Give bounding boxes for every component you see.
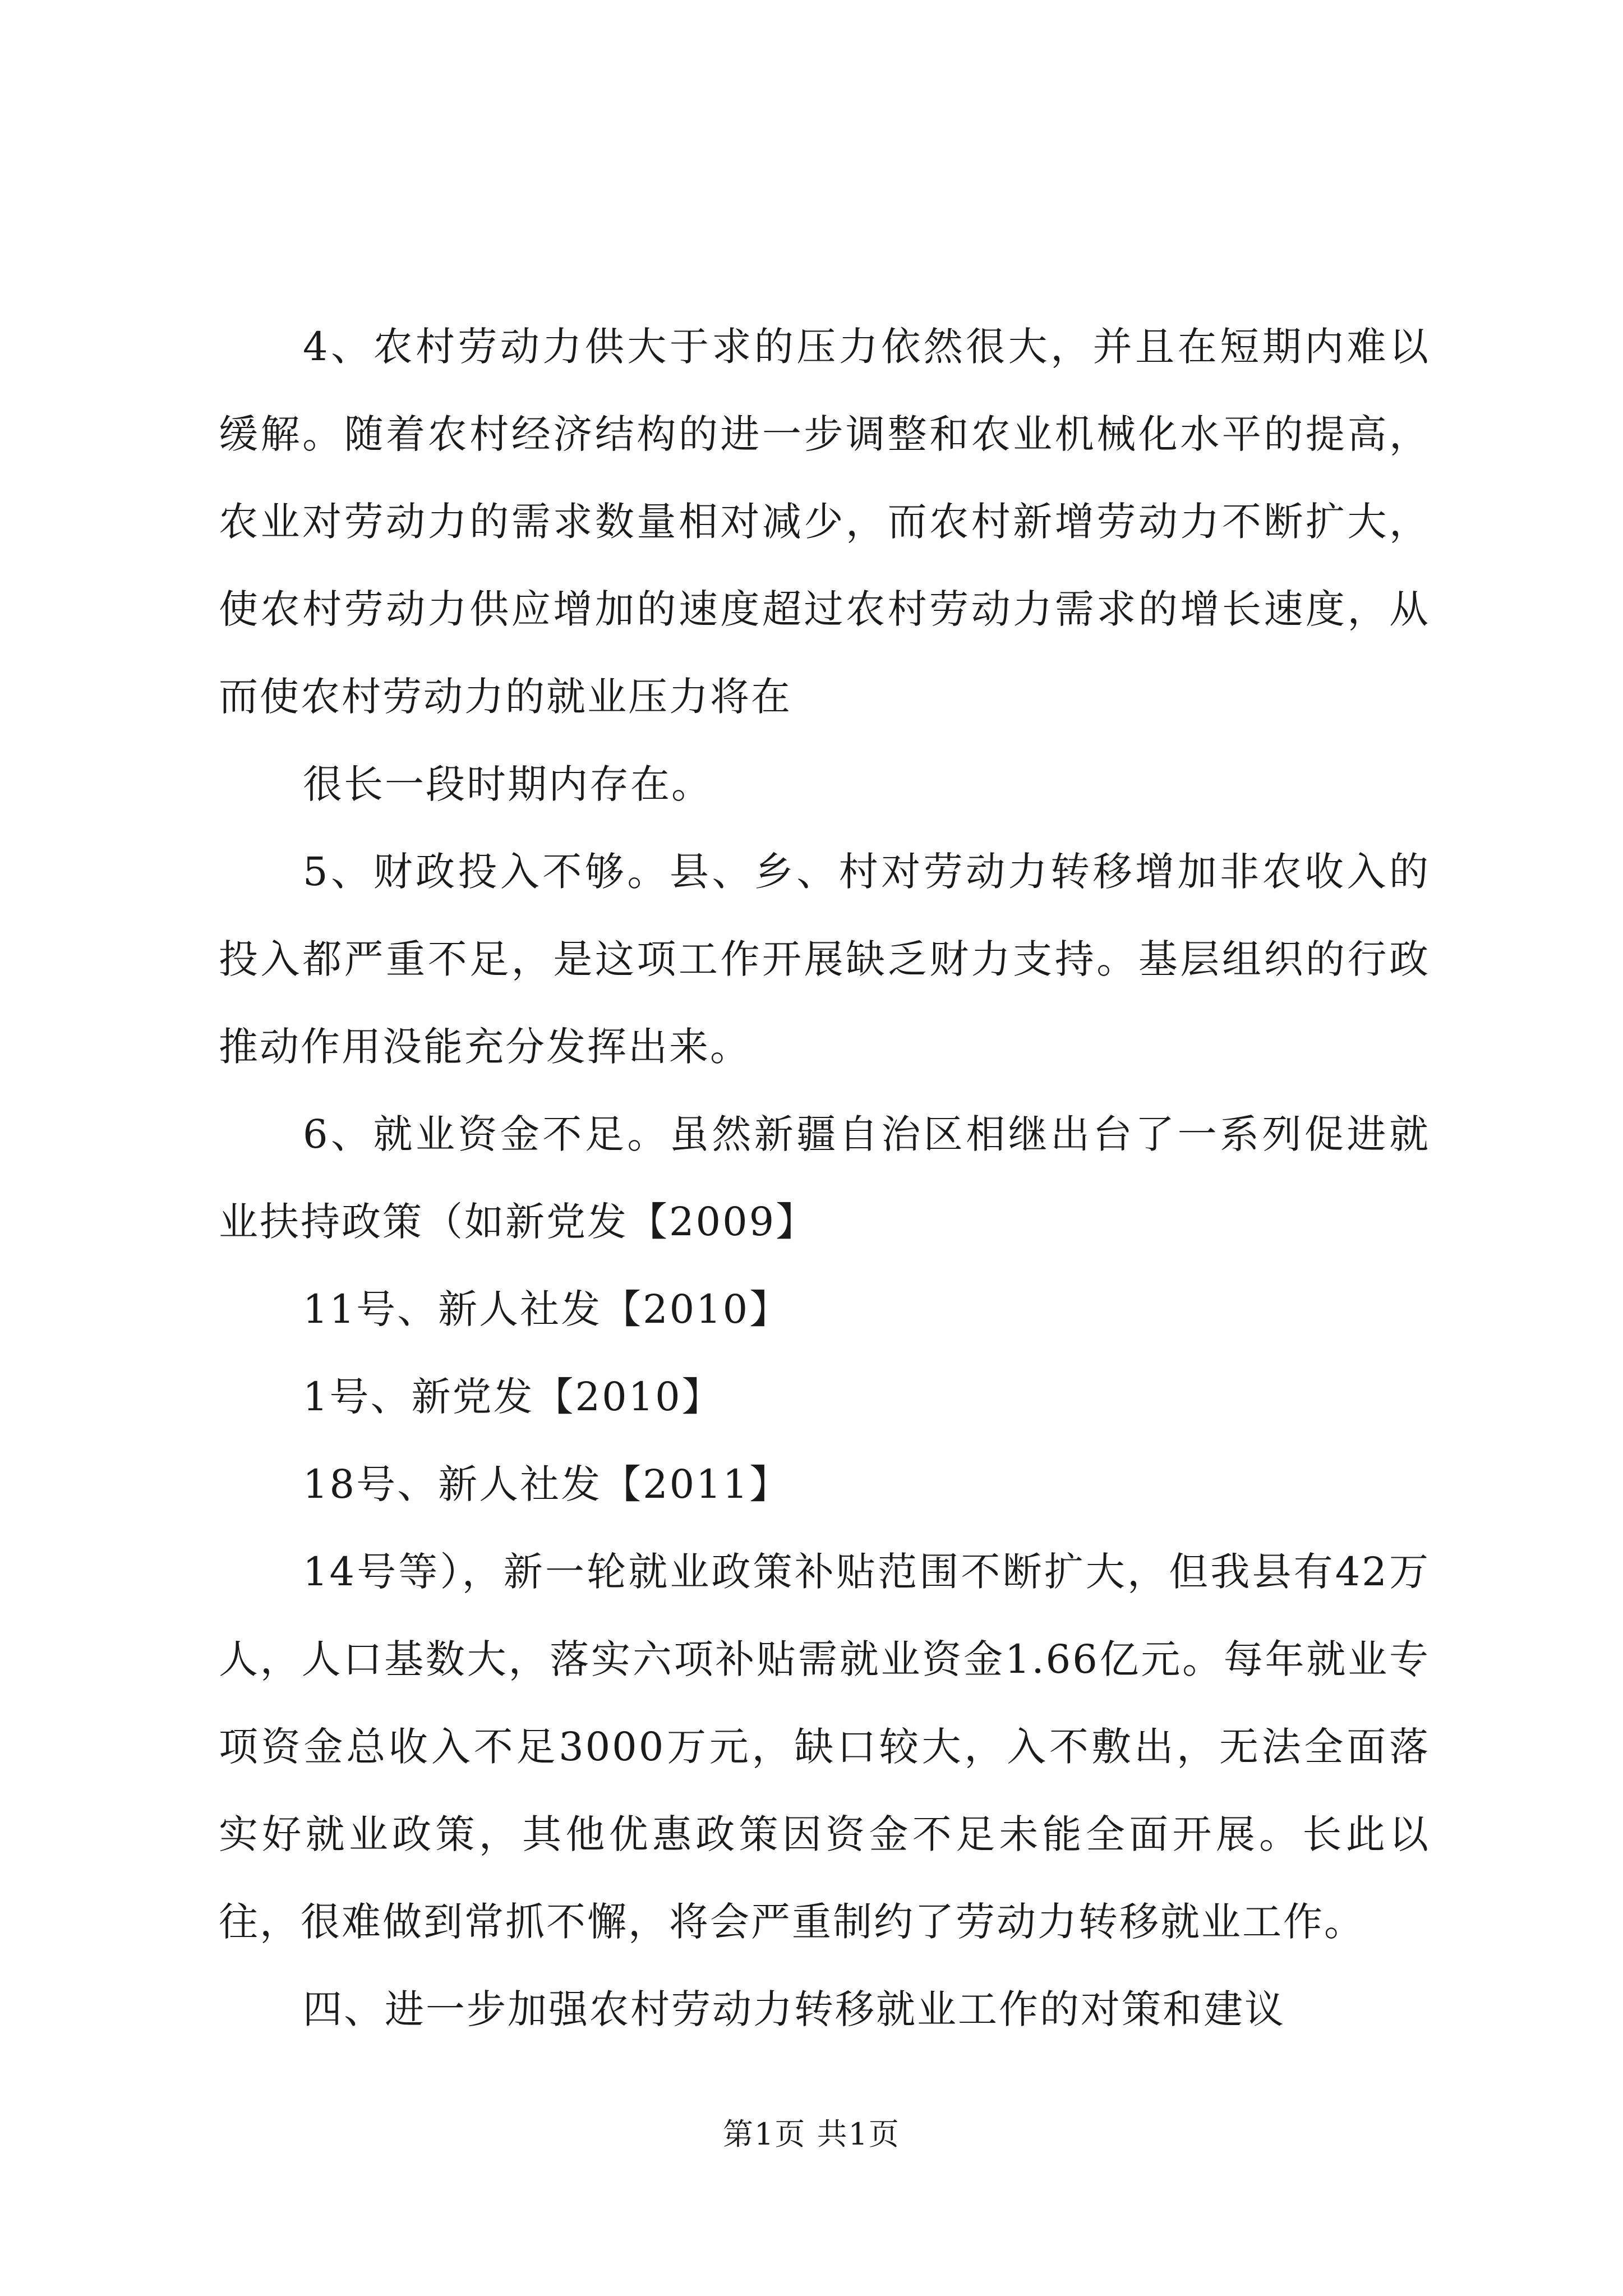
paragraph-item-6-employment-funds: 6、就业资金不足。虽然新疆自治区相继出台了一系列促进就业扶持政策（如新党发【2009】 <box>219 1111 1430 1245</box>
paragraph-doc-ref-18: 18号、新人社发【2011】 <box>303 1461 791 1507</box>
paragraph-doc-ref-1: 1号、新党发【2010】 <box>303 1374 723 1420</box>
page-footer <box>0 2115 1623 2154</box>
paragraph-item-5-fiscal-input: 5、财政投入不够。县、乡、村对劳动力转移增加非农收入的投入都严重不足，是这项工作开展缺乏财力支持。基层组织的行政推动作用没能充分发挥出来。 <box>219 849 1430 1070</box>
paragraph-doc-ref-11: 11号、新人社发【2010】 <box>303 1286 791 1332</box>
paragraph-item-4-labor-surplus: 4、农村劳动力供大于求的压力依然很大，并且在短期内难以缓解。随着农村经济结构的进一步调整和农业机械化水平的提高，农业对劳动力的需求数量相对减少，而农村新增劳动力不断扩大，使农村劳动力供应增加的速度超过农村劳动力需求的增长速度，从而使农村劳动力的就业压力将在 <box>219 324 1430 720</box>
paragraph-item-6-continuation: 14号等），新一轮就业政策补贴范围不断扩大，但我县有42万人，人口基数大，落实六项补贴需就业资金1.66亿元。每年就业专项资金总收入不足3000万元，缺口较大，入不敷出，无法全面落实好就业政策，其他优惠政策因资金不足未能全面开展。长此以往，很难做到常抓不懈，将会严重制约了劳动力转移就业工作。 <box>219 1549 1430 1945</box>
paragraph-item-4-continuation: 很长一段时期内存在。 <box>303 761 712 807</box>
page-number: 第1页 共1页 <box>723 2116 900 2152</box>
document-body <box>219 303 1430 2053</box>
section-heading-4: 四、进一步加强农村劳动力转移就业工作的对策和建议 <box>303 1986 1285 2032</box>
